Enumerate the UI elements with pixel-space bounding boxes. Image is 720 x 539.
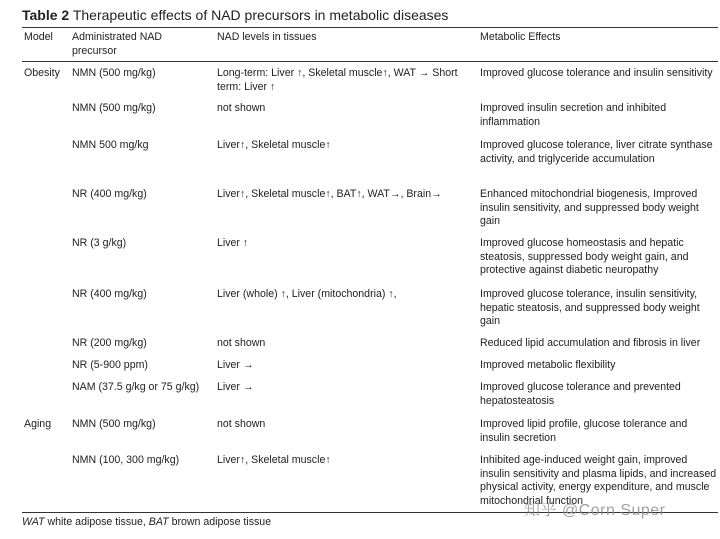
footnote-abbr-wat: WAT bbox=[22, 516, 45, 528]
cell-nad-levels: Liver (whole) ↑, Liver (mitochondria) ↑, bbox=[217, 288, 397, 300]
table-footnote bbox=[22, 516, 271, 530]
cell-precursor: NR (5-900 ppm) bbox=[72, 359, 148, 371]
cell-metabolic-effects: Improved glucose tolerance, liver citrate synthase activity, and triglyceride accumulation bbox=[480, 139, 713, 165]
table-title bbox=[22, 6, 448, 24]
cell-model: Obesity bbox=[24, 67, 60, 79]
cell-precursor: NMN (500 mg/kg) bbox=[72, 418, 156, 430]
cell-precursor: NMN (500 mg/kg) bbox=[72, 67, 156, 79]
table-caption: Therapeutic effects of NAD precursors in metabolic diseases bbox=[72, 7, 449, 23]
cell-nad-levels: Liver↑, Skeletal muscle↑ bbox=[217, 454, 331, 466]
cell-nad-levels: Liver↑, Skeletal muscle↑, BAT↑, WAT→, Brain→ bbox=[217, 188, 442, 200]
cell-nad-levels: Long-term: Liver ↑, Skeletal muscle↑, WAT → Short term: Liver ↑ bbox=[217, 67, 458, 93]
cell-nad-levels: not shown bbox=[217, 418, 266, 430]
header-precursor: Administrated NAD precursor bbox=[72, 31, 163, 57]
cell-precursor: NAM (37.5 g/kg or 75 g/kg) bbox=[72, 381, 200, 393]
cell-nad-levels: Liver↑, Skeletal muscle↑ bbox=[217, 139, 331, 151]
watermark: 知乎 @Corn Super bbox=[524, 502, 666, 519]
cell-model: Aging bbox=[24, 418, 52, 430]
cell-precursor: NMN 500 mg/kg bbox=[72, 139, 149, 151]
cell-metabolic-effects: Improved insulin secretion and inhibited inflammation bbox=[480, 102, 667, 128]
cell-metabolic-effects: Improved lipid profile, glucose tolerance and insulin secretion bbox=[480, 418, 688, 444]
cell-nad-levels: Liver → bbox=[217, 381, 254, 393]
cell-metabolic-effects: Improved glucose tolerance, insulin sensitivity, hepatic steatosis, and suppressed body weight gain bbox=[480, 288, 700, 327]
header-metabolic-effects: Metabolic Effects bbox=[480, 31, 561, 43]
cell-precursor: NMN (500 mg/kg) bbox=[72, 102, 156, 114]
cell-precursor: NR (400 mg/kg) bbox=[72, 288, 147, 300]
cell-nad-levels: not shown bbox=[217, 102, 266, 114]
cell-metabolic-effects: Improved glucose tolerance and prevented hepatosteatosis bbox=[480, 381, 681, 407]
cell-metabolic-effects: Reduced lipid accumulation and fibrosis in liver bbox=[480, 337, 701, 349]
cell-nad-levels: Liver → bbox=[217, 359, 254, 371]
cell-nad-levels: not shown bbox=[217, 337, 266, 349]
header-model: Model bbox=[24, 31, 53, 43]
cell-metabolic-effects: Improved glucose tolerance and insulin sensitivity bbox=[480, 67, 713, 79]
footnote-abbr-bat: BAT bbox=[148, 516, 169, 528]
cell-metabolic-effects: Improved glucose homeostasis and hepatic steatosis, suppressed body weight gain, and protective against diabetic neuropathy bbox=[480, 237, 689, 276]
cell-metabolic-effects: Improved metabolic flexibility bbox=[480, 359, 616, 371]
footnote-def-bat: brown adipose tissue bbox=[168, 516, 272, 528]
footnote-def-wat: white adipose tissue, bbox=[44, 516, 149, 528]
cell-precursor: NR (400 mg/kg) bbox=[72, 188, 147, 200]
header-nad-levels: NAD levels in tissues bbox=[217, 31, 317, 43]
cell-precursor: NR (200 mg/kg) bbox=[72, 337, 147, 349]
cell-metabolic-effects: Enhanced mitochondrial biogenesis, Improved insulin sensitivity, and suppressed body weight gain bbox=[480, 188, 699, 227]
cell-nad-levels: Liver ↑ bbox=[217, 237, 249, 249]
cell-precursor: NMN (100, 300 mg/kg) bbox=[72, 454, 180, 466]
top-rule bbox=[22, 27, 718, 28]
header-rule bbox=[22, 61, 718, 62]
table-number: Table 2 bbox=[22, 7, 70, 23]
cell-metabolic-effects: Inhibited age-induced weight gain, improved insulin sensitivity and plasma lipids, and increased physical activity, energy expenditure, and muscle mitochondrial function bbox=[480, 454, 717, 507]
cell-precursor: NR (3 g/kg) bbox=[72, 237, 127, 249]
